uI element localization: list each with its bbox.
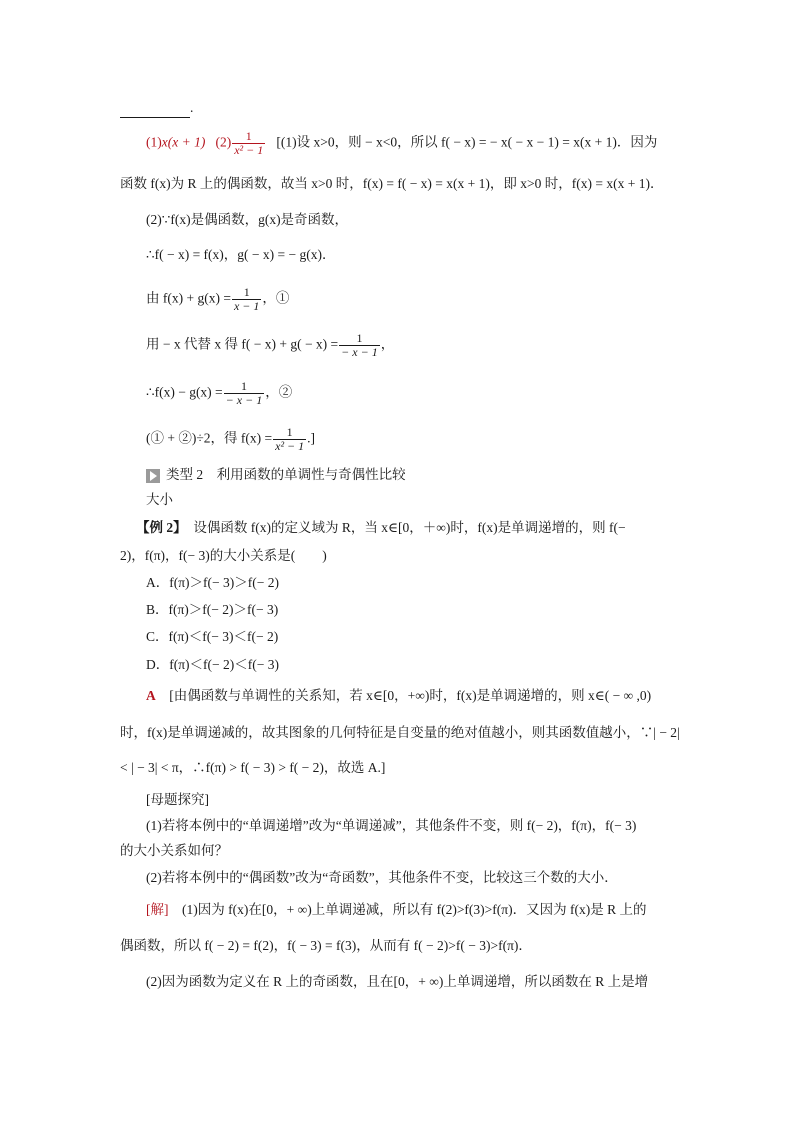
equation-fraction xyxy=(224,380,265,407)
type-header-continued: 大小 xyxy=(146,492,173,507)
fraction-numerator: 1 xyxy=(245,129,252,143)
example-line-1 xyxy=(136,518,684,538)
equation-1 xyxy=(146,286,684,313)
explore-title: [母题探究] xyxy=(146,792,209,807)
fill-blank xyxy=(120,105,190,118)
option-b: B．f(π)＞f(− 2)＞f(− 3) xyxy=(146,602,279,617)
explore-q2: (2)若将本例中的“偶函数”改为“奇函数”，其他条件不变，比较这三个数的大小． xyxy=(146,870,618,885)
example-tag: 【例 2】 xyxy=(136,520,180,535)
answer-line-2b: 时，f(x)是单调递减的，故其图象的几何特征是自变量的绝对值越小，则其函数值越小，∵| − 2| xyxy=(120,725,680,740)
solution-text: (1)因为 f(x)在[0，+ ∞)上单调递减，所以有 f(2)>f(3)>f(π)．又因为 f(x)是 R 上的 xyxy=(168,902,647,917)
answer-letter: A xyxy=(146,688,156,703)
fraction-numerator: 1 xyxy=(243,285,250,299)
explanation-start: [(1)设 x>0，则 − x<0，所以 f( − x) = − x( − x − 1) = x(x + 1)．因为 xyxy=(276,134,658,150)
equation-text: (① + ②)÷2，得 f(x) = xyxy=(146,430,273,446)
solution-line-3: (2)因为函数为定义在 R 上的奇函数，且在[0，+ ∞)上单调递增，所以函数在 R 上是增 xyxy=(146,974,649,989)
type-header xyxy=(146,465,684,485)
explanation-line-3: (2)∵f(x)是偶函数，g(x)是奇函数， xyxy=(146,212,349,227)
equation-text: 用 − x 代替 x 得 f( − x) + g( − x) = xyxy=(146,336,339,352)
option-c: C．f(π)＜f(− 3)＜f(− 2) xyxy=(146,629,279,644)
fraction-numerator: 1 xyxy=(356,331,363,345)
fraction-denominator: x² − 1 xyxy=(234,143,264,157)
fraction-denominator: − x − 1 xyxy=(225,393,263,407)
equation-2 xyxy=(146,380,684,407)
explore-q1-line-2: 的大小关系如何？ xyxy=(120,843,228,858)
play-triangle-icon xyxy=(146,469,160,483)
equation-fraction xyxy=(339,332,380,359)
solution-line-1 xyxy=(146,900,684,920)
option-a: A．f(π)＞f(− 3)＞f(− 2) xyxy=(146,575,280,590)
answer-line-1 xyxy=(146,130,684,157)
type-header-text: 类型 2 利用函数的单调性与奇偶性比较 xyxy=(166,467,406,482)
equation-result xyxy=(146,426,684,453)
equation-tail: ，① xyxy=(262,290,290,306)
answer-part-1-value: x(x + 1) xyxy=(161,134,206,150)
equation-text: 由 f(x) + g(x) = xyxy=(146,290,231,306)
equation-tail: .] xyxy=(307,430,316,446)
explanation-line-4: ∴f( − x) = f(x)，g( − x) = − g(x)． xyxy=(146,247,336,262)
equation-tail: ，② xyxy=(265,384,293,400)
option-d: D．f(π)＜f(− 2)＜f(− 3) xyxy=(146,657,280,672)
equation-text: ∴f(x) − g(x) = xyxy=(146,384,223,400)
example-text: 设偶函数 f(x)的定义域为 R，当 x∈[0，＋∞)时，f(x)是单调递增的，则 f(− xyxy=(179,520,626,535)
solution-line-2: 偶函数，所以 f( − 2) = f(2)，f( − 3) = f(3)，从而有 f( − 2)>f( − 3)>f(π)． xyxy=(120,938,532,953)
answer-text: [由偶函数与单调性的关系知，若 x∈[0，+∞)时，f(x)是单调递增的，则 x∈( − ∞ ,0) xyxy=(155,688,652,703)
answer-part-1-label: (1) xyxy=(146,134,162,150)
example-line-2: 2)，f(π)，f(− 3)的大小关系是( ) xyxy=(120,548,327,563)
answer-line-3b: < | − 3| < π，∴f(π) > f( − 3) > f( − 2)，故选 A.] xyxy=(120,760,386,775)
answer-part-2-label: (2) xyxy=(215,134,232,150)
fraction-denominator: x − 1 xyxy=(233,299,260,313)
fraction-numerator: 1 xyxy=(286,425,293,439)
explanation-line-2: 函数 f(x)为 R 上的偶函数，故当 x>0 时，f(x) = f( − x) = x(x + 1)，即 x>0 时，f(x) = x(x + 1)． xyxy=(120,176,664,191)
fraction-numerator: 1 xyxy=(240,379,247,393)
answer-line-1b xyxy=(146,686,684,706)
answer-part-2-fraction xyxy=(232,130,265,157)
equation-fraction xyxy=(273,426,306,453)
explore-q1-line-1: (1)若将本例中的“单调递增”改为“单调递减”，其他条件不变，则 f(− 2)，f(π)，f(− 3) xyxy=(146,818,637,833)
equation-tail: ， xyxy=(380,336,395,352)
answer-blank-line xyxy=(120,98,684,118)
equation-fraction xyxy=(232,286,261,313)
equation-substitution xyxy=(146,332,684,359)
fraction-denominator: x² − 1 xyxy=(275,439,305,453)
period: . xyxy=(190,100,194,115)
fraction-denominator: − x − 1 xyxy=(341,345,378,359)
solution-tag: [解] xyxy=(146,902,169,917)
